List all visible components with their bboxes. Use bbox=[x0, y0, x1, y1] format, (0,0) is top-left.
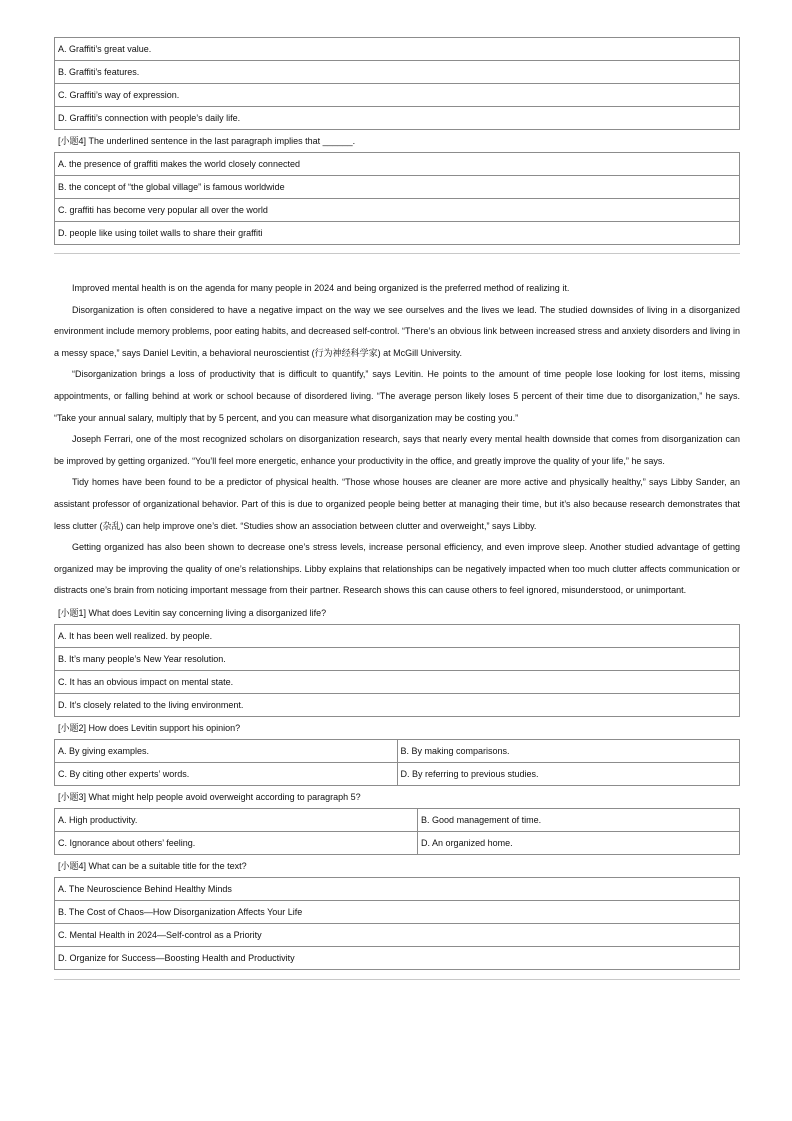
passage-paragraph: Tidy homes have been found to be a predictor of physical health. “Those whose houses are cleaner are more active and physically healthy,” says Libby Sander, an assistant professor of organizational behavior. Part of this is due to organized people being better at managing their time, but it’s also because research demonstrates that less clutter (杂乱) can help improve one’s diet. “Studies show an association between clutter and overweight,” says Libby. bbox=[54, 477, 740, 531]
passage-paragraph: Joseph Ferrari, one of the most recognized scholars on disorganization research, says that nearly every mental health downside that comes from disorganization can be improved by getting organized. “You’ll feel more energetic, enhance your productivity in the office, and greatly improve the quality of your life,” he says. bbox=[54, 434, 740, 466]
passage-paragraph: Improved mental health is on the agenda for many people in 2024 and being organized is the preferred method of realizing it. bbox=[72, 283, 570, 293]
option-d[interactable]: D. people like using toilet walls to share their graffiti bbox=[55, 222, 740, 245]
prev-q4-options-table bbox=[54, 152, 740, 245]
option-a[interactable]: A. By giving examples. bbox=[55, 739, 398, 762]
option-b[interactable]: B. By making comparisons. bbox=[397, 739, 740, 762]
option-d[interactable]: D. By referring to previous studies. bbox=[397, 762, 740, 785]
option-c[interactable]: C. It has an obvious impact on mental state. bbox=[55, 670, 740, 693]
option-d[interactable]: D. Graffiti’s connection with people’s daily life. bbox=[55, 107, 740, 130]
q3-options-table bbox=[54, 808, 740, 855]
q2-options-table bbox=[54, 739, 740, 786]
option-a[interactable]: A. the presence of graffiti makes the world closely connected bbox=[55, 153, 740, 176]
option-b[interactable]: B. It’s many people’s New Year resolution. bbox=[55, 647, 740, 670]
option-c[interactable]: C. graffiti has become very popular all over the world bbox=[55, 199, 740, 222]
q1-options-table bbox=[54, 624, 740, 717]
option-d[interactable]: D. Organize for Success—Boosting Health and Productivity bbox=[55, 946, 740, 969]
reading-passage bbox=[54, 278, 740, 602]
option-c[interactable]: C. Graffiti’s way of expression. bbox=[55, 84, 740, 107]
option-a[interactable]: A. It has been well realized. by people. bbox=[55, 624, 740, 647]
option-a[interactable]: A. Graffiti’s great value. bbox=[55, 38, 740, 61]
worksheet-page bbox=[54, 37, 740, 980]
passage-paragraph: Disorganization is often considered to have a negative impact on the way we see ourselves and the lives we lead. The studied downsides of living in a disorganized environment include memory problems, poor eating habits, and decreased self-control. “There’s an obvious link between increased stress and anxiety disorders and living in a messy space,” says Daniel Levitin, a behavioral neuroscientist (行为神经科学家) at McGill University. bbox=[54, 304, 740, 358]
question-stem: [小题2] How does Levitin support his opinion? bbox=[58, 722, 241, 733]
option-c[interactable]: C. Mental Health in 2024—Self-control as a Priority bbox=[55, 923, 740, 946]
section-divider bbox=[54, 253, 740, 254]
option-d[interactable]: D. It’s closely related to the living environment. bbox=[55, 693, 740, 716]
prev-q3-options-table bbox=[54, 37, 740, 130]
option-a[interactable]: A. The Neuroscience Behind Healthy Minds bbox=[55, 877, 740, 900]
option-b[interactable]: B. Good management of time. bbox=[418, 808, 740, 831]
question-stem: [小题1] What does Levitin say concerning living a disorganized life? bbox=[58, 607, 327, 618]
question-stem: [小题3] What might help people avoid overweight according to paragraph 5? bbox=[58, 791, 361, 802]
question-stem: [小题4] What can be a suitable title for the text? bbox=[58, 860, 247, 871]
passage-paragraph: “Disorganization brings a loss of productivity that is difficult to quantify,” says Levitin. He points to the amount of time people lose looking for lost items, missing appointments, or falling behind at work or school because of disordered living. “The average person likely loses 5 percent of their time due to disorganization,” he says. “Take your annual salary, multiply that by 5 percent, and you can measure what disorganization may be costing you.” bbox=[54, 369, 740, 423]
option-b[interactable]: B. The Cost of Chaos—How Disorganization Affects Your Life bbox=[55, 900, 740, 923]
option-b[interactable]: B. Graffiti’s features. bbox=[55, 61, 740, 84]
option-d[interactable]: D. An organized home. bbox=[418, 831, 740, 854]
option-c[interactable]: C. By citing other experts’ words. bbox=[55, 762, 398, 785]
option-c[interactable]: C. Ignorance about others’ feeling. bbox=[55, 831, 418, 854]
section-divider bbox=[54, 979, 740, 980]
question-stem: [小题4] The underlined sentence in the last paragraph implies that ______. bbox=[58, 136, 356, 146]
q4-options-table bbox=[54, 877, 740, 970]
passage-paragraph: Getting organized has also been shown to decrease one’s stress levels, increase personal efficiency, and even improve sleep. Another studied advantage of getting organized may be improving the quality of one’s relationships. Libby explains that relationships can be negatively impacted when too much clutter affects communication or distracts one’s brain from noticing important message from their partner. Research shows this can cause others to feel ignored, misunderstood, or unimportant. bbox=[54, 542, 740, 596]
option-b[interactable]: B. the concept of “the global village” is famous worldwide bbox=[55, 176, 740, 199]
option-a[interactable]: A. High productivity. bbox=[55, 808, 418, 831]
